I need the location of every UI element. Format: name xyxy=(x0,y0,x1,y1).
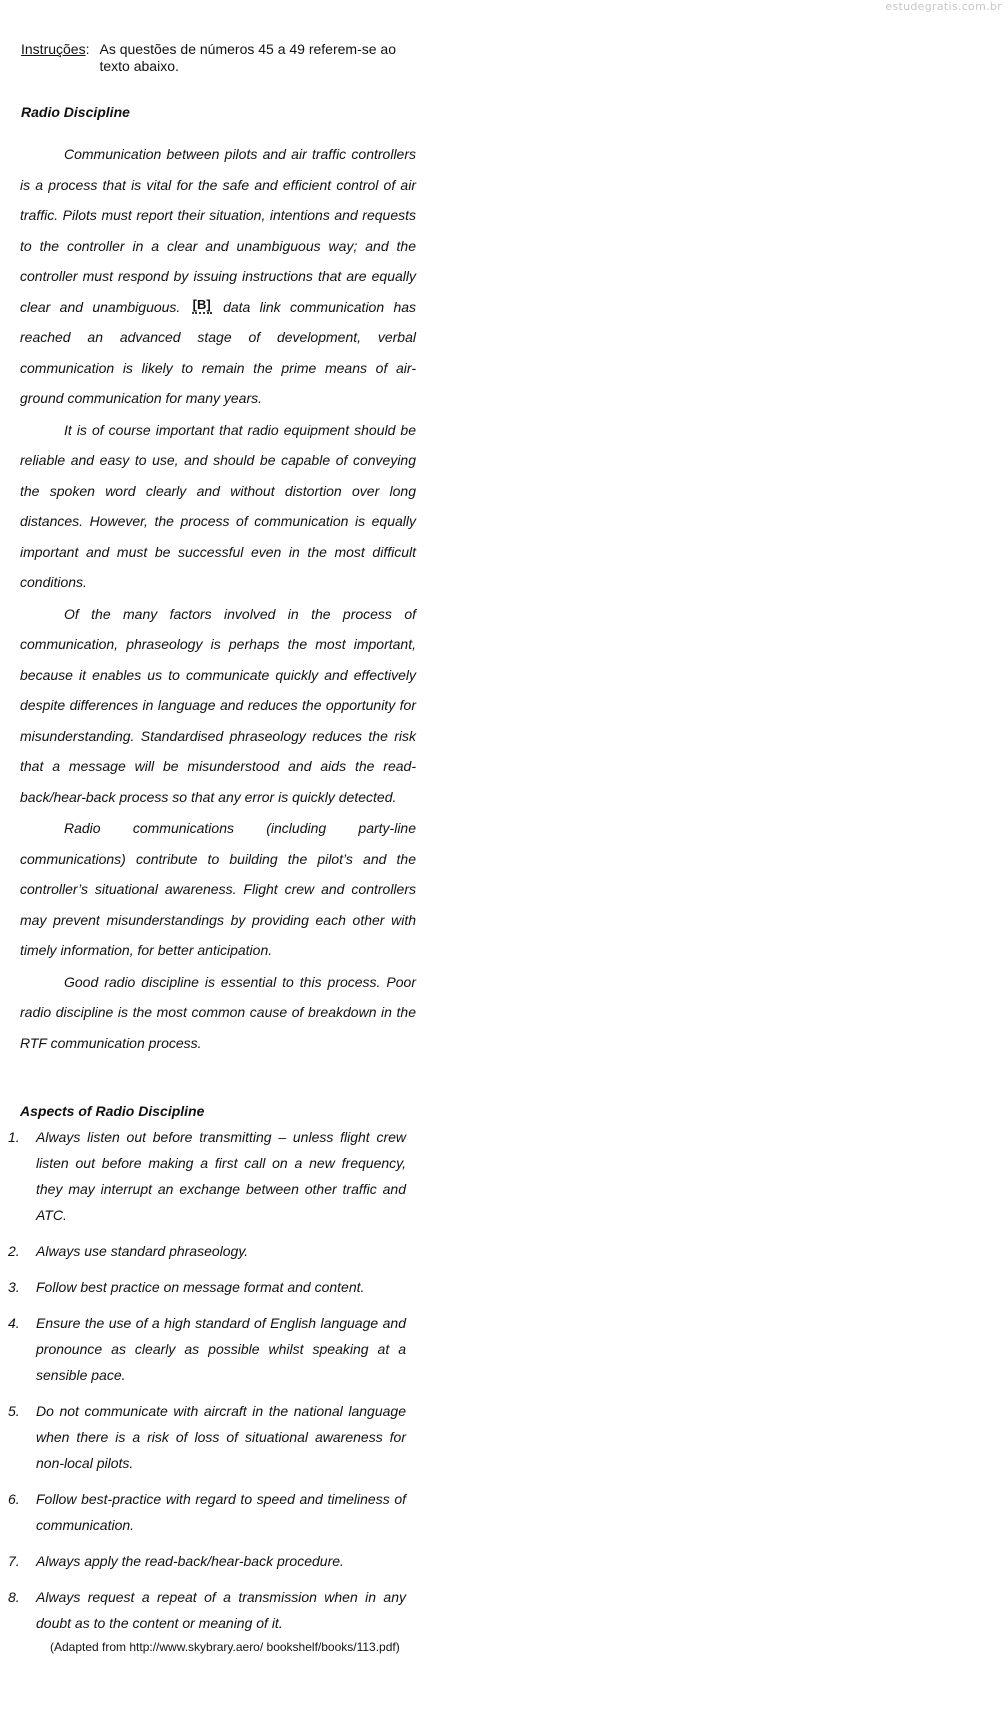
list-item-text: Follow best-practice with regard to speed and timeliness of communication. xyxy=(36,1491,406,1533)
aspects-title: Aspects of Radio Discipline xyxy=(20,1103,205,1119)
instructions-colon: : xyxy=(85,41,90,57)
list-item-text: Follow best practice on message format and content. xyxy=(36,1279,365,1295)
list-item-number: 5. xyxy=(8,1403,20,1419)
instructions-text: As questões de números 45 a 49 referem-se ao texto abaixo. xyxy=(99,41,396,74)
list-item-number: 3. xyxy=(8,1279,20,1295)
paragraph-1 xyxy=(20,139,416,414)
site-watermark: estudegratis.com.br xyxy=(885,0,1002,13)
paragraph-1-before: Communication between pilots and air traffic controllers is a process that is vital for the safe and efficient control of air traffic. Pilots must report their situation, intentions and requests to the controller in a clear and unambiguous way; and the controller must respond by issuing instructions that are equally clear and unambiguous. xyxy=(20,146,416,315)
blank-marker-b: [B] xyxy=(192,296,211,312)
list-item xyxy=(8,1274,406,1300)
list-item-number: 4. xyxy=(8,1315,20,1331)
list-item-text: Always apply the read-back/hear-back procedure. xyxy=(36,1553,344,1569)
list-item-number: 1. xyxy=(8,1129,20,1145)
list-item xyxy=(8,1584,406,1636)
paragraph-5: Good radio discipline is essential to this process. Poor radio discipline is the most common cause of breakdown in the RTF communication process. xyxy=(20,973,416,1051)
list-item-text: Ensure the use of a high standard of English language and pronounce as clearly as possible whilst speaking at a sensible pace. xyxy=(36,1315,406,1383)
list-item-text: Always listen out before transmitting – unless flight crew listen out before making a first call on a new frequency, they may interrupt an exchange between other traffic and ATC. xyxy=(36,1129,406,1223)
paragraph-1-after: data link communication has reached an advanced stage of development, verbal communication is likely to remain the prime means of air-ground communication for many years. xyxy=(20,298,417,406)
list-item-text: Always use standard phraseology. xyxy=(36,1243,249,1259)
passage xyxy=(20,139,416,1059)
source-citation: (Adapted from http://www.skybrary.aero/ bookshelf/books/113.pdf) xyxy=(50,1640,400,1654)
list-item xyxy=(8,1124,406,1228)
list-item xyxy=(8,1398,406,1476)
list-item-number: 2. xyxy=(8,1243,20,1259)
paragraph-2: It is of course important that radio equipment should be reliable and easy to use, and should be capable of conveying the spoken word clearly and without distortion over long distances. However, the process of communication is equally important and must be successful even in the most difficult conditions. xyxy=(20,421,416,590)
text-title: Radio Discipline xyxy=(21,104,130,120)
list-item-number: 8. xyxy=(8,1589,20,1605)
list-item-text: Do not communicate with aircraft in the national language when there is a risk of loss of situational awareness for non-local pilots. xyxy=(36,1403,406,1471)
list-item-number: 7. xyxy=(8,1553,20,1569)
list-item xyxy=(8,1486,406,1538)
list-item-number: 6. xyxy=(8,1491,20,1507)
list-item xyxy=(8,1310,406,1388)
list-item-text: Always request a repeat of a transmission when in any doubt as to the content or meaning of it. xyxy=(36,1589,406,1631)
aspects-list xyxy=(8,1124,406,1646)
instructions xyxy=(21,41,421,75)
instructions-label: Instruções xyxy=(21,41,86,57)
list-item xyxy=(8,1548,406,1574)
list-item xyxy=(8,1238,406,1264)
paragraph-3: Of the many factors involved in the process of communication, phraseology is perhaps the most important, because it enables us to communicate quickly and effectively despite differences in language and reduces the opportunity for misunderstanding. Standardised phraseology reduces the risk that a message will be misunderstood and aids the read-back/hear-back process so that any error is quickly detected. xyxy=(20,605,416,805)
paragraph-4: Radio communications (including party-line communications) contribute to building the pilot’s and the controller’s situational awareness. Flight crew and controllers may prevent misunderstandings by providing each other with timely information, for better anticipation. xyxy=(20,820,416,958)
